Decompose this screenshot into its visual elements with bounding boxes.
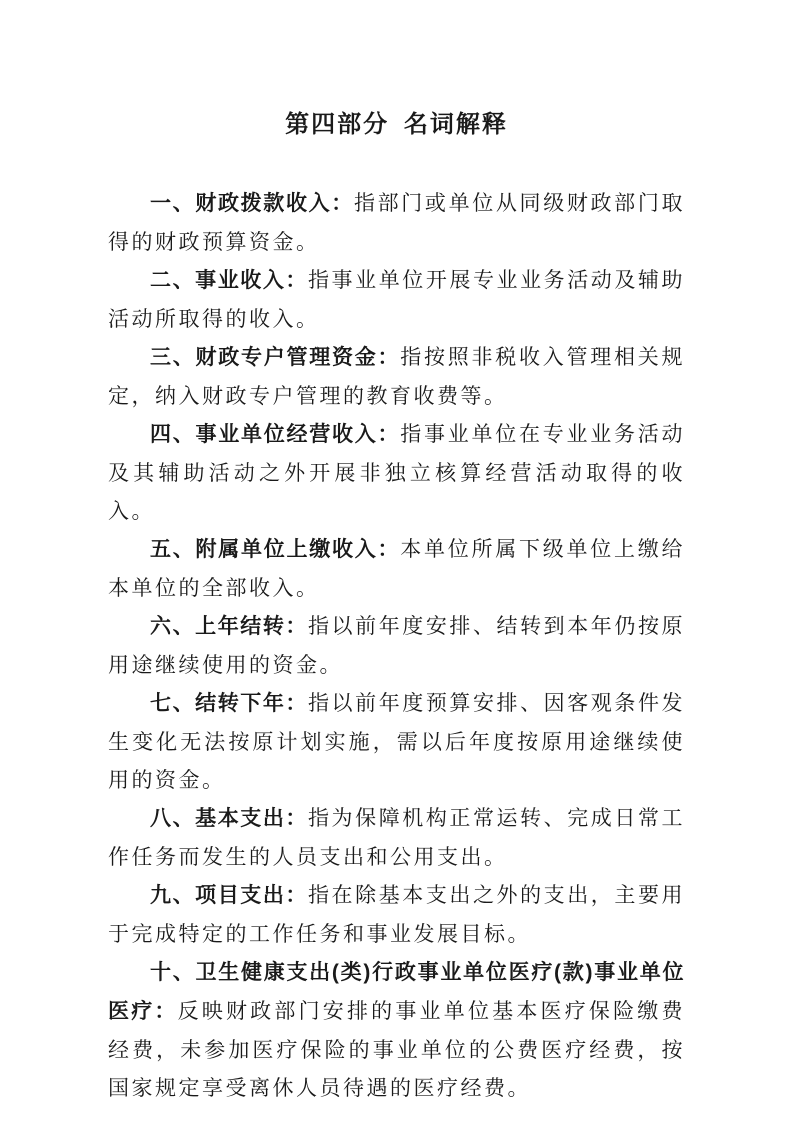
term-paragraph [108, 953, 685, 1107]
term-paragraph [108, 338, 685, 415]
term-definition: 指事业单位开展专业业务活动及辅助活动所取得的收入。 [108, 268, 686, 331]
term-paragraph [108, 530, 685, 607]
term-paragraph [108, 876, 685, 953]
term-paragraph [108, 799, 685, 876]
term-label: 八、基本支出： [150, 807, 308, 830]
term-label: 一、财政拨款收入： [150, 192, 354, 215]
term-paragraph [108, 607, 685, 684]
term-definition: 指为保障机构正常运转、完成日常工作任务而发生的人员支出和公用支出。 [108, 806, 686, 869]
term-definition: 指事业单位在专业业务活动及其辅助活动之外开展非独立核算经营活动取得的收入。 [108, 422, 685, 523]
term-paragraph [108, 261, 685, 338]
term-paragraph [108, 415, 685, 530]
term-label: 五、附属单位上缴收入： [150, 538, 401, 561]
term-paragraph [108, 184, 685, 261]
term-definition: 指在除基本支出之外的支出，主要用于完成特定的工作任务和事业发展目标。 [108, 883, 686, 946]
term-label: 二、事业收入： [150, 269, 308, 292]
term-definition: 指以前年度预算安排、因客观条件发生变化无法按原计划实施，需以后年度按原用途继续使用的资金。 [108, 691, 686, 792]
term-label: 七、结转下年： [150, 692, 308, 715]
term-label: 六、上年结转： [150, 615, 308, 638]
term-paragraph [108, 684, 685, 799]
term-definition: 本单位所属下级单位上缴给本单位的全部收入。 [108, 537, 685, 600]
page-title: 第四部分 名词解释 [285, 111, 508, 138]
term-definition: 反映财政部门安排的事业单位基本医疗保险缴费经费，未参加医疗保险的事业单位的公费医疗经费，按国家规定享受离休人员待遇的医疗经费。 [108, 999, 686, 1100]
terms-list [108, 184, 685, 1107]
term-label: 四、事业单位经营收入： [150, 423, 401, 446]
term-label: 三、财政专户管理资金： [150, 346, 401, 369]
term-label: 十、卫生健康支出(类)行政事业单位医疗(款)事业单位医疗： [108, 961, 685, 1023]
term-definition: 指以前年度安排、结转到本年仍按原用途继续使用的资金。 [108, 614, 686, 677]
term-label: 九、项目支出： [150, 884, 308, 907]
term-definition: 指按照非税收入管理相关规定，纳入财政专户管理的教育收费等。 [108, 345, 685, 408]
term-definition: 指部门或单位从同级财政部门取得的财政预算资金。 [108, 191, 686, 254]
